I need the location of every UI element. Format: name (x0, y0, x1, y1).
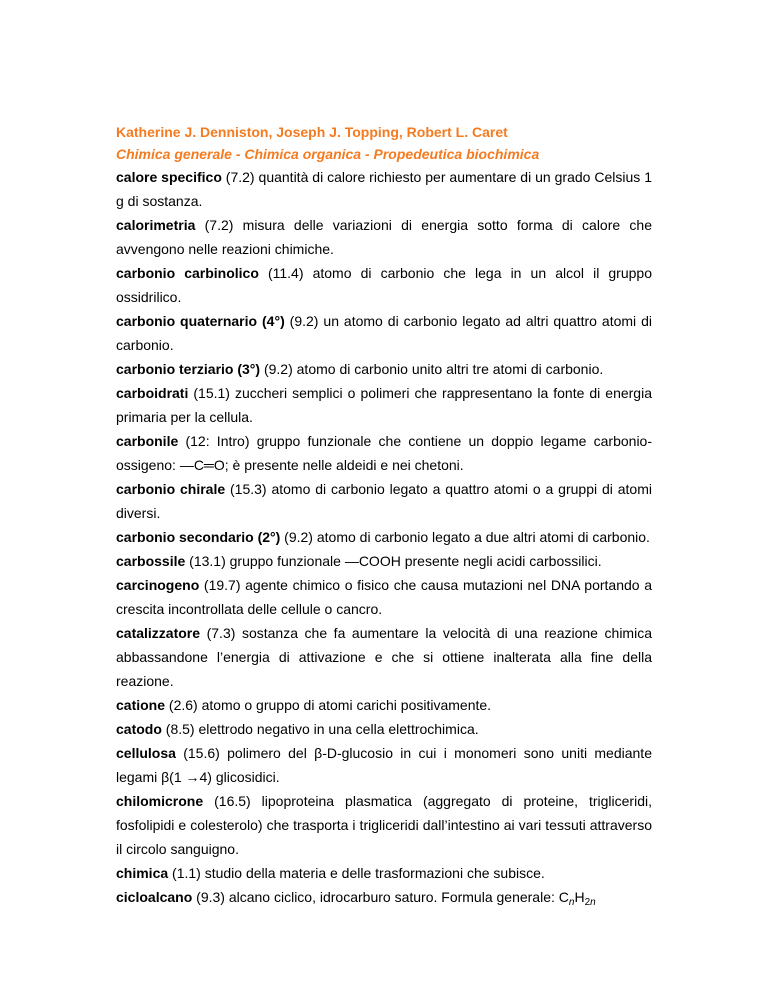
glossary-definition: (2.6) atomo o gruppo di atomi carichi positivamente. (165, 697, 492, 713)
glossary-definition: (8.5) elettrodo negativo in una cella elettrochimica. (161, 721, 479, 737)
formula-subscript-n: n (568, 897, 575, 908)
glossary-entry (116, 357, 652, 381)
glossary-term: cicloalcano (116, 889, 193, 905)
glossary-entry (116, 525, 652, 549)
glossary-term: carbonio secondario (2°) (116, 529, 281, 545)
glossary-term: chilomicrone (116, 793, 204, 809)
glossary-definition: (15.6) polimero del β-D-glucosio in cui i monomeri sono uniti mediante legami β(1 →4) glicosidici. (116, 745, 652, 785)
glossary-entry (116, 477, 652, 525)
glossary-term: catodo (116, 721, 162, 737)
glossary-term: carbonile (116, 433, 179, 449)
glossary-term: calore specifico (116, 169, 222, 185)
glossary-definition: (7.2) quantità di calore richiesto per aumentare di un grado Celsius 1 g di sostanza. (116, 169, 652, 209)
glossary-entry (116, 741, 652, 789)
glossary-term: carbonio terziario (3°) (116, 361, 261, 377)
glossary-term: catione (116, 697, 166, 713)
chemical-formula (558, 889, 596, 908)
glossary (116, 165, 652, 909)
glossary-entry (116, 717, 652, 741)
glossary-term: carbonio chirale (116, 481, 226, 497)
glossary-definition: (15.1) zuccheri semplici o polimeri che rappresentano la fonte di energia primaria per la cellula. (116, 385, 652, 425)
glossary-definition: (13.1) gruppo funzionale —COOH presente negli acidi carbossilici. (185, 553, 602, 569)
glossary-definition: (9.2) un atomo di carbonio legato ad altri quattro atomi di carbonio. (116, 313, 652, 353)
glossary-definition: (12: Intro) gruppo funzionale che contiene un doppio legame carbonio-ossigeno: —C═O; è presente nelle aldeidi e nei chetoni. (116, 433, 652, 473)
glossary-term: catalizzatore (116, 625, 201, 641)
glossary-term: calorimetria (116, 217, 196, 233)
glossary-definition: (7.2) misura delle variazioni di energia sotto forma di calore che avvengono nelle reazioni chimiche. (116, 217, 652, 257)
glossary-term: chimica (116, 865, 169, 881)
glossary-definition: (9.2) atomo di carbonio unito altri tre atomi di carbonio. (260, 361, 604, 377)
glossary-entry (116, 621, 652, 693)
glossary-definition: (15.3) atomo di carbonio legato a quattro atomi o a gruppi di atomi diversi. (116, 481, 652, 521)
glossary-entry (116, 549, 652, 573)
book-authors: Katherine J. Denniston, Joseph J. Topping, Robert L. Caret (116, 124, 508, 140)
glossary-definition: (16.5) lipoproteina plasmatica (aggregato di proteine, trigliceridi, fosfolipidi e colesterolo) che trasporta i trigliceridi dall’intestino ai vari tessuti attraverso il circolo sanguigno. (116, 793, 652, 857)
glossary-definition: (7.3) sostanza che fa aumentare la velocità di una reazione chimica abbassandone l’energia di attivazione e che si ottiene inalterata alla fine della reazione. (116, 625, 652, 689)
glossary-definition-text: (9.3) alcano ciclico, idrocarburo saturo. Formula generale: (192, 889, 559, 905)
glossary-term: carbonio carbinolico (116, 265, 259, 281)
document-page (116, 121, 652, 909)
formula-carbon: C (558, 889, 569, 905)
glossary-term: carbossile (116, 553, 186, 569)
glossary-definition: (11.4) atomo di carbonio che lega in un alcol il gruppo ossidrilico. (116, 265, 652, 305)
glossary-term: carboidrati (116, 385, 189, 401)
glossary-entry (116, 861, 652, 885)
formula-hydrogen: H (574, 889, 585, 905)
glossary-term: carcinogeno (116, 577, 200, 593)
glossary-definition: (9.2) atomo di carbonio legato a due altri atomi di carbonio. (280, 529, 650, 545)
book-title: Chimica generale - Chimica organica - Propedeutica biochimica (116, 146, 540, 162)
glossary-entry (116, 309, 652, 357)
glossary-term: cellulosa (116, 745, 176, 761)
glossary-entry (116, 213, 652, 261)
glossary-term: carbonio quaternario (4°) (116, 313, 285, 329)
formula-subscript-2: 2 (584, 897, 591, 908)
glossary-entry (116, 261, 652, 309)
glossary-entry (116, 573, 652, 621)
glossary-entry (116, 693, 652, 717)
glossary-entry (116, 165, 652, 213)
glossary-entry (116, 789, 652, 861)
formula-subscript-n: n (590, 897, 596, 908)
glossary-definition: (19.7) agente chimico o fisico che causa mutazioni nel DNA portando a crescita incontrollata delle cellule o cancro. (116, 577, 652, 617)
glossary-entry (116, 885, 652, 909)
glossary-definition (192, 889, 596, 908)
glossary-entry (116, 381, 652, 429)
glossary-definition: (1.1) studio della materia e delle trasformazioni che subisce. (168, 865, 545, 881)
glossary-entry (116, 429, 652, 477)
